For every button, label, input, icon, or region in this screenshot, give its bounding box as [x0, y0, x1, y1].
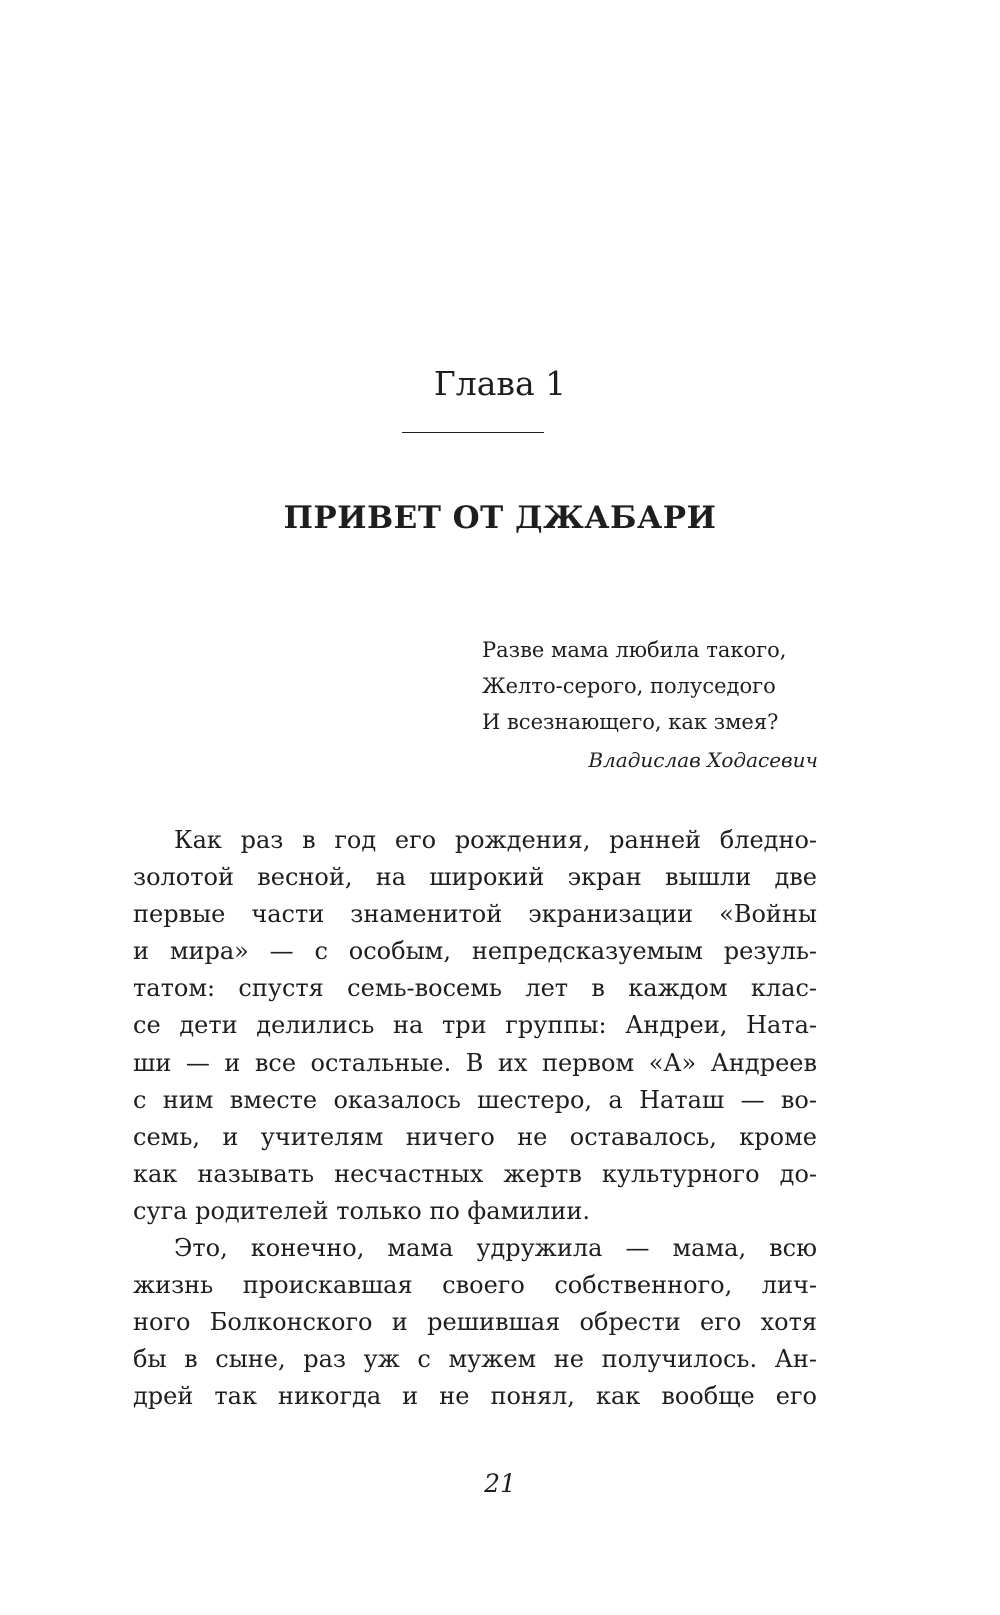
- paragraph-line: золотой весной, на широкий экран вышли две: [133, 863, 817, 892]
- page-number: 21: [484, 1469, 516, 1498]
- paragraph-line: ши — и все остальные. В их первом «А» Андреев: [133, 1048, 817, 1077]
- paragraph-line: и мира» — с особым, непредсказуемым резуль-: [133, 937, 817, 966]
- paragraph-line: ного Болконского и решившая обрести его хотя: [133, 1308, 817, 1337]
- body-text: [133, 822, 817, 1416]
- paragraph-line: Как раз в год его рождения, ранней бледно-: [174, 826, 817, 854]
- epigraph-line: Разве мама любила такого,: [482, 638, 787, 662]
- chapter-label: Глава 1: [433, 364, 567, 403]
- paragraph-line: дрей так никогда и не понял, как вообще его: [133, 1382, 817, 1411]
- chapter-title: ПРИВЕТ ОТ ДЖАБАРИ: [283, 500, 717, 536]
- paragraph-line: Это, конечно, мама удружила — мама, всю: [174, 1234, 817, 1263]
- paragraph-line: жизнь проискавшая своего собственного, лич-: [133, 1271, 817, 1300]
- paragraph-line: как называть несчастных жертв культурного до-: [133, 1159, 817, 1188]
- paragraph-line: с ним вместе оказалось шестеро, а Наташ — во-: [133, 1085, 817, 1114]
- epigraph-line: И всезнающего, как змея?: [482, 710, 779, 734]
- paragraph-line: первые части знаменитой экранизации «Войны: [133, 900, 817, 929]
- chapter-divider: [402, 432, 544, 433]
- paragraph-line: татом: спустя семь-восемь лет в каждом клас-: [133, 974, 817, 1003]
- paragraph-line: семь, и учителям ничего не оставалось, кроме: [133, 1122, 817, 1151]
- paragraph-line: суга родителей только по фамилии.: [133, 1196, 591, 1225]
- paragraph-line: бы в сыне, раз уж с мужем не получилось. Ан-: [133, 1345, 817, 1374]
- epigraph-author: Владислав Ходасевич: [588, 748, 818, 772]
- paragraph-line: се дети делились на три группы: Андреи, Ната-: [133, 1011, 817, 1040]
- epigraph: [482, 632, 822, 740]
- epigraph-line: Желто-серого, полуседого: [482, 674, 776, 698]
